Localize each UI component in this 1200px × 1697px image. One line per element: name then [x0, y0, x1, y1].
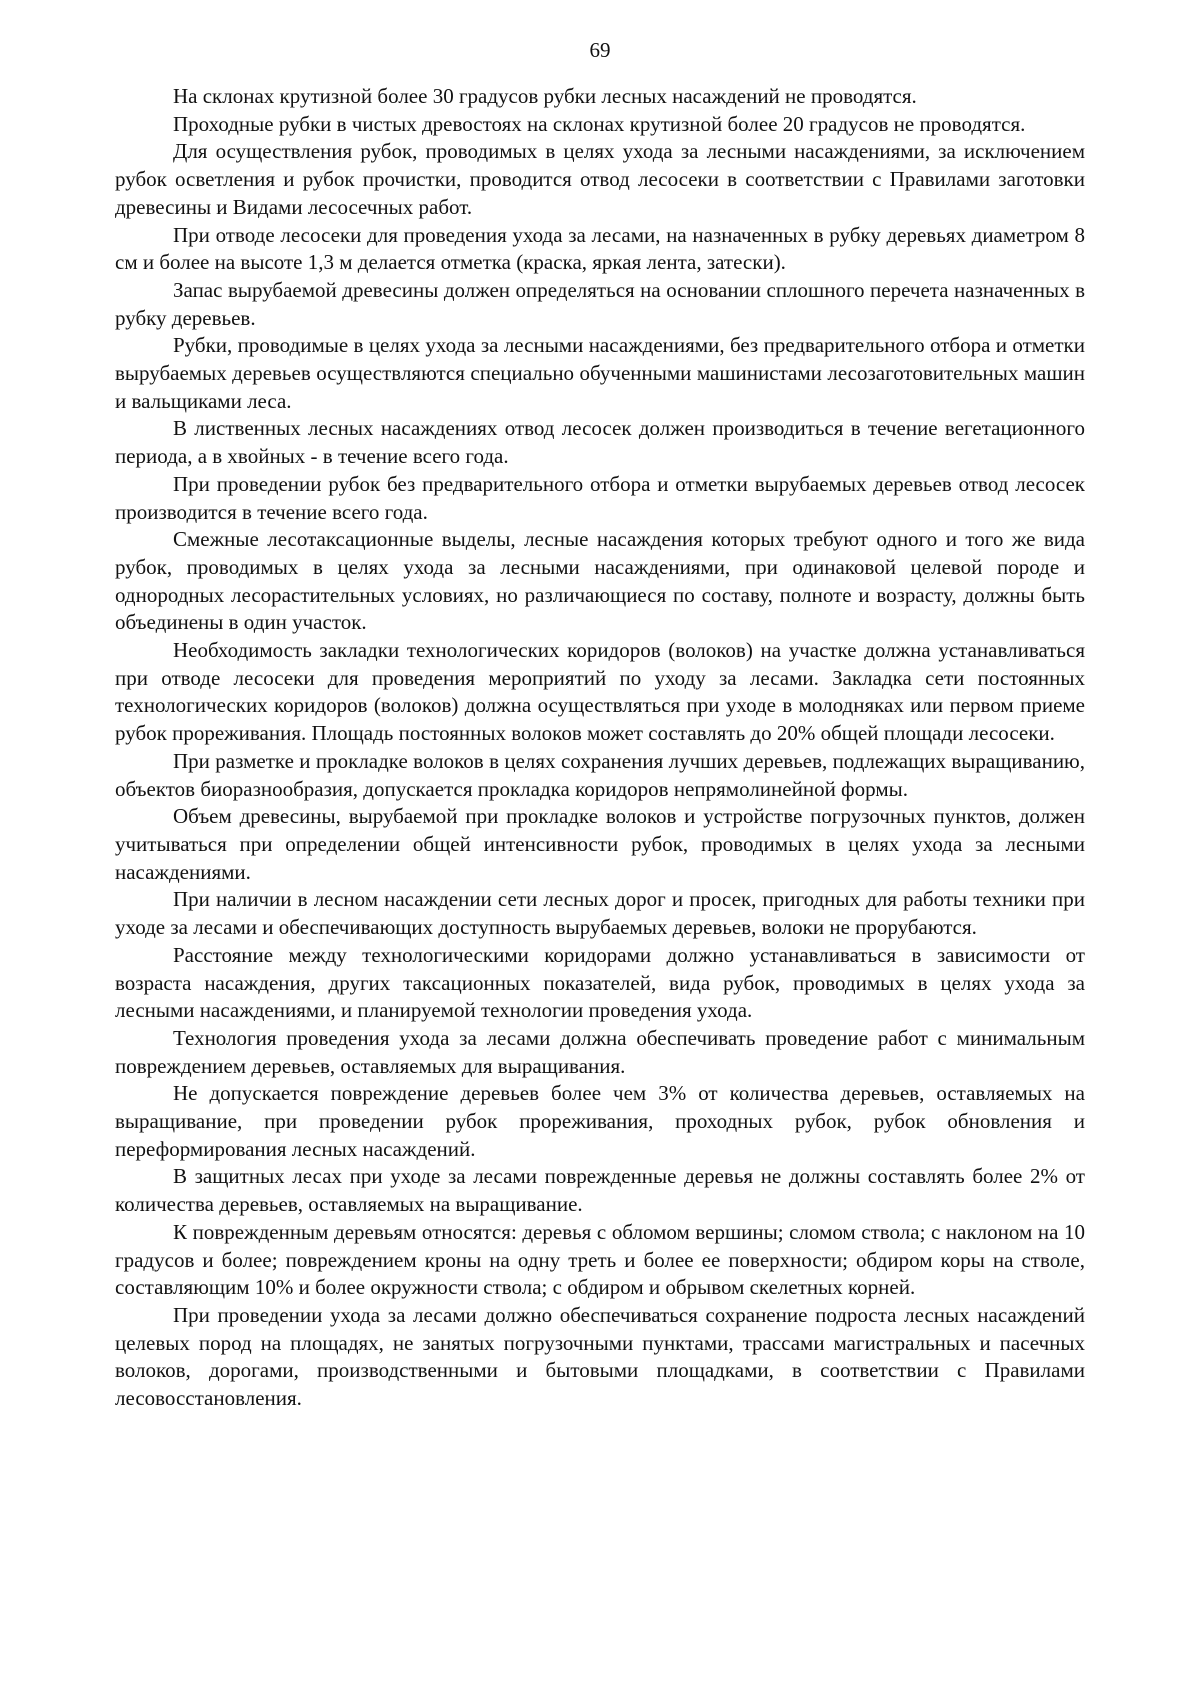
document-body	[115, 83, 1085, 1413]
paragraph: К поврежденным деревьям относятся: деревья с обломом вершины; сломом ствола; с наклоном на 10 градусов и более; повреждением кроны на одну треть и более ее поверхности; обдиром коры на стволе, составляющим 10% и более окружности ствола; с обдиром и обрывом скелетных корней.	[115, 1219, 1085, 1300]
paragraph: При проведении рубок без предварительного отбора и отметки вырубаемых деревьев отвод лесосек производится в течение всего года.	[115, 471, 1085, 524]
paragraph: Рубки, проводимые в целях ухода за лесными насаждениями, без предварительного отбора и отметки вырубаемых деревьев осуществляются специально обученными машинистами лесозаготовительных машин и вальщиками леса.	[115, 333, 1085, 413]
paragraph: Запас вырубаемой древесины должен определяться на основании сплошного перечета назначенных в рубку деревьев.	[115, 277, 1085, 330]
paragraph: При проведении ухода за лесами должно обеспечиваться сохранение подроста лесных насаждений целевых пород на площадях, не занятых погрузочными пунктами, трассами магистральных и пасечных волоков, дорогами, производственными и бытовыми площадками, в соответствии с Правилами лесовосстановления.	[115, 1302, 1085, 1411]
page-number: 69	[589, 38, 611, 62]
paragraph: Проходные рубки в чистых древостоях на склонах крутизной более 20 градусов не проводятся.	[173, 111, 1026, 136]
paragraph: Смежные лесотаксационные выделы, лесные насаждения которых требуют одного и того же вида рубок, проводимых в целях ухода за лесными насаждениями, при одинаковой целевой породе и однородных лесорастительных условиях, но различающиеся по составу, полноте и возрасту, должны быть объединены в один участок.	[115, 527, 1085, 635]
paragraph: В защитных лесах при уходе за лесами поврежденные деревья не должны составлять более 2% от количества деревьев, оставляемых на выращивание.	[115, 1164, 1085, 1217]
paragraph: На склонах крутизной более 30 градусов рубки лесных насаждений не проводятся.	[173, 84, 917, 108]
paragraph: Технология проведения ухода за лесами должна обеспечивать проведение работ с минимальным повреждением деревьев, оставляемых для выращивания.	[115, 1025, 1085, 1078]
paragraph: При наличии в лесном насаждении сети лесных дорог и просек, пригодных для работы техники при уходе за лесами и обеспечивающих доступность вырубаемых деревьев, волоки не прорубаются.	[115, 887, 1085, 940]
paragraph: Расстояние между технологическими коридорами должно устанавливаться в зависимости от возраста насаждения, других таксационных показателей, вида рубок, проводимых в целях ухода за лесными насаждениями, и планируемой технологии проведения ухода.	[115, 942, 1085, 1023]
paragraph: При отводе лесосеки для проведения ухода за лесами, на назначенных в рубку деревьях диаметром 8 см и более на высоте 1,3 м делается отметка (краска, яркая лента, затески).	[115, 222, 1085, 275]
paragraph: Объем древесины, вырубаемой при прокладке волоков и устройстве погрузочных пунктов, должен учитываться при определении общей интенсивности рубок, проводимых в целях ухода за лесными насаждениями.	[115, 804, 1085, 884]
paragraph: В лиственных лесных насаждениях отвод лесосек должен производиться в течение вегетационного периода, а в хвойных - в течение всего года.	[115, 416, 1085, 469]
paragraph: Необходимость закладки технологических коридоров (волоков) на участке должна устанавливаться при отводе лесосеки для проведения мероприятий по уходу за лесами. Закладка сети постоянных технологических коридоров (волоков) должна осуществляться при уходе в молодняках или первом приеме рубок прореживания. Площадь постоянных волоков может составлять до 20% общей площади лесосеки.	[115, 638, 1085, 746]
paragraph: При разметке и прокладке волоков в целях сохранения лучших деревьев, подлежащих выращиванию, объектов биоразнообразия, допускается прокладка коридоров непрямолинейной формы.	[115, 748, 1085, 801]
paragraph: Не допускается повреждение деревьев более чем 3% от количества деревьев, оставляемых на выращивание, при проведении рубок прореживания, проходных рубок, рубок обновления и переформирования лесных насаждений.	[115, 1081, 1085, 1161]
paragraph: Для осуществления рубок, проводимых в целях ухода за лесными насаждениями, за исключением рубок осветления и рубок прочистки, проводится отвод лесосеки в соответствии с Правилами заготовки древесины и Видами лесосечных работ.	[115, 139, 1085, 219]
